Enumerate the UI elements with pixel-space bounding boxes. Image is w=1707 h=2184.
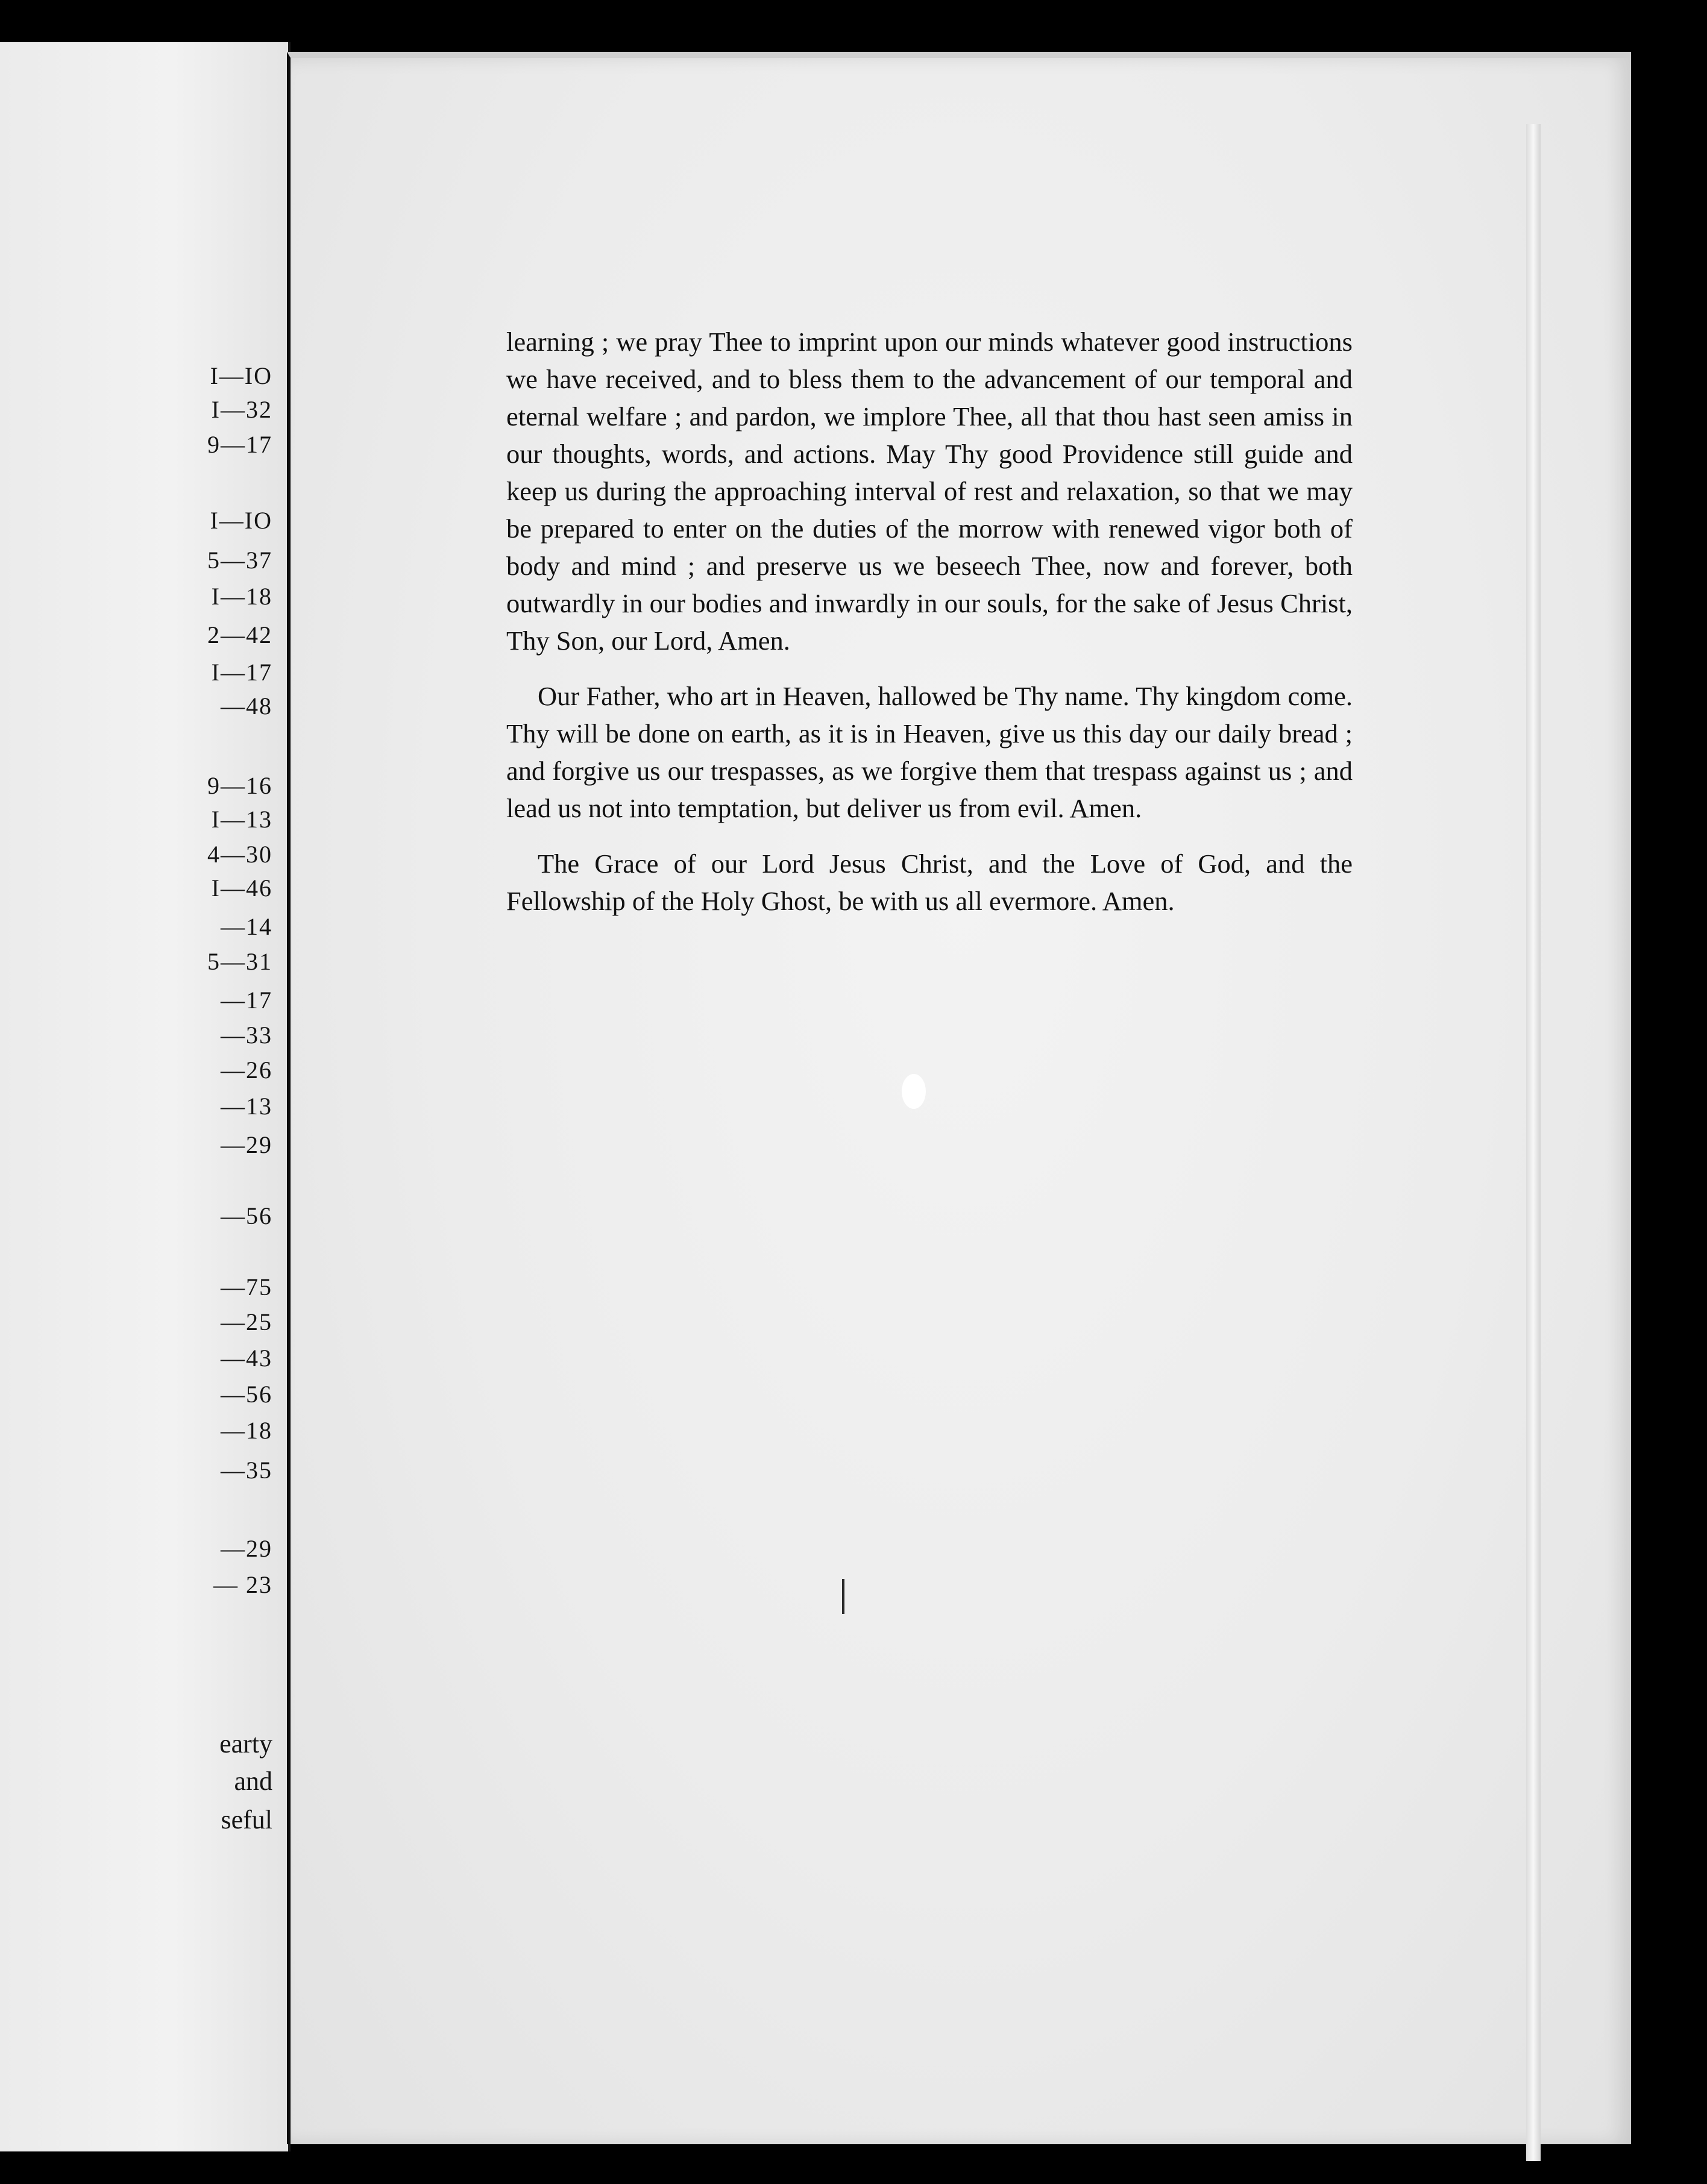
- truncated-text-line: seful: [221, 1805, 272, 1834]
- verse-reference: I—17: [211, 659, 272, 686]
- verse-reference: —33: [221, 1021, 272, 1049]
- grace-paragraph: The Grace of our Lord Jesus Christ, and the Love of God, and the Fellowship of the Holy Ghost, be with us all evermore. Amen.: [506, 849, 1353, 916]
- truncated-text-line: earty: [219, 1729, 272, 1759]
- verse-reference: I—46: [211, 874, 272, 902]
- verse-reference: — 23: [213, 1571, 272, 1598]
- verse-reference: —29: [221, 1535, 272, 1562]
- verse-reference: —17: [221, 987, 272, 1014]
- verse-reference: 9—17: [207, 431, 272, 458]
- truncated-text-line: and: [234, 1766, 272, 1796]
- page-edge: [1526, 124, 1541, 2161]
- verse-reference: —48: [221, 692, 272, 720]
- verse-reference: 5—31: [207, 948, 272, 975]
- verse-reference: —26: [221, 1056, 272, 1084]
- verse-reference: I—IO: [210, 507, 272, 534]
- verse-reference: 2—42: [207, 621, 272, 648]
- verse-reference: —35: [221, 1457, 272, 1484]
- prayer-text-block: [506, 323, 1353, 938]
- verse-reference: —13: [221, 1093, 272, 1120]
- right-page: [287, 52, 1631, 2144]
- verse-reference: —25: [221, 1308, 272, 1335]
- paper-speck: [902, 1074, 926, 1109]
- verse-reference: —29: [221, 1131, 272, 1158]
- verse-reference: I—18: [211, 583, 272, 610]
- left-page: [0, 42, 291, 2151]
- verse-reference: 4—30: [207, 841, 272, 868]
- lords-prayer-paragraph: Our Father, who art in Heaven, hallowed be Thy name. Thy kingdom come. Thy will be done on earth, as it is in Heaven, give us this day our daily bread ; and forgive us our trespasses, as we forgive them that trespass against us ; and lead us not into temptation, but deliver us from evil. Amen.: [506, 681, 1353, 823]
- verse-reference: I—32: [211, 396, 272, 423]
- verse-reference: —18: [221, 1417, 272, 1444]
- ink-mark: [842, 1579, 844, 1614]
- verse-reference: —56: [221, 1381, 272, 1408]
- verse-reference: I—13: [211, 806, 272, 833]
- verse-reference: —75: [221, 1273, 272, 1301]
- verse-reference: 5—37: [207, 547, 272, 574]
- prayer-paragraph: learning ; we pray Thee to imprint upon our minds whatever good instructions we have received, and to bless them to the advancement of our temporal and eternal welfare ; and pardon, we implore Thee, all that thou hast seen amiss in our thoughts, words, and actions. May Thy good Providence still guide and keep us during the approaching interval of rest and relaxation, so that we may be prepared to enter on the duties of the morrow with renewed vigor both of body and mind ; and preserve us we beseech Thee, now and forever, both outwardly in our bodies and inwardly in our souls, for the sake of Jesus Christ, Thy Son, our Lord, Amen.: [506, 327, 1353, 656]
- verse-reference: —14: [221, 913, 272, 940]
- verse-reference: 9—16: [207, 772, 272, 799]
- verse-reference: —56: [221, 1202, 272, 1229]
- verse-reference: I—IO: [210, 362, 272, 389]
- verse-reference: —43: [221, 1345, 272, 1372]
